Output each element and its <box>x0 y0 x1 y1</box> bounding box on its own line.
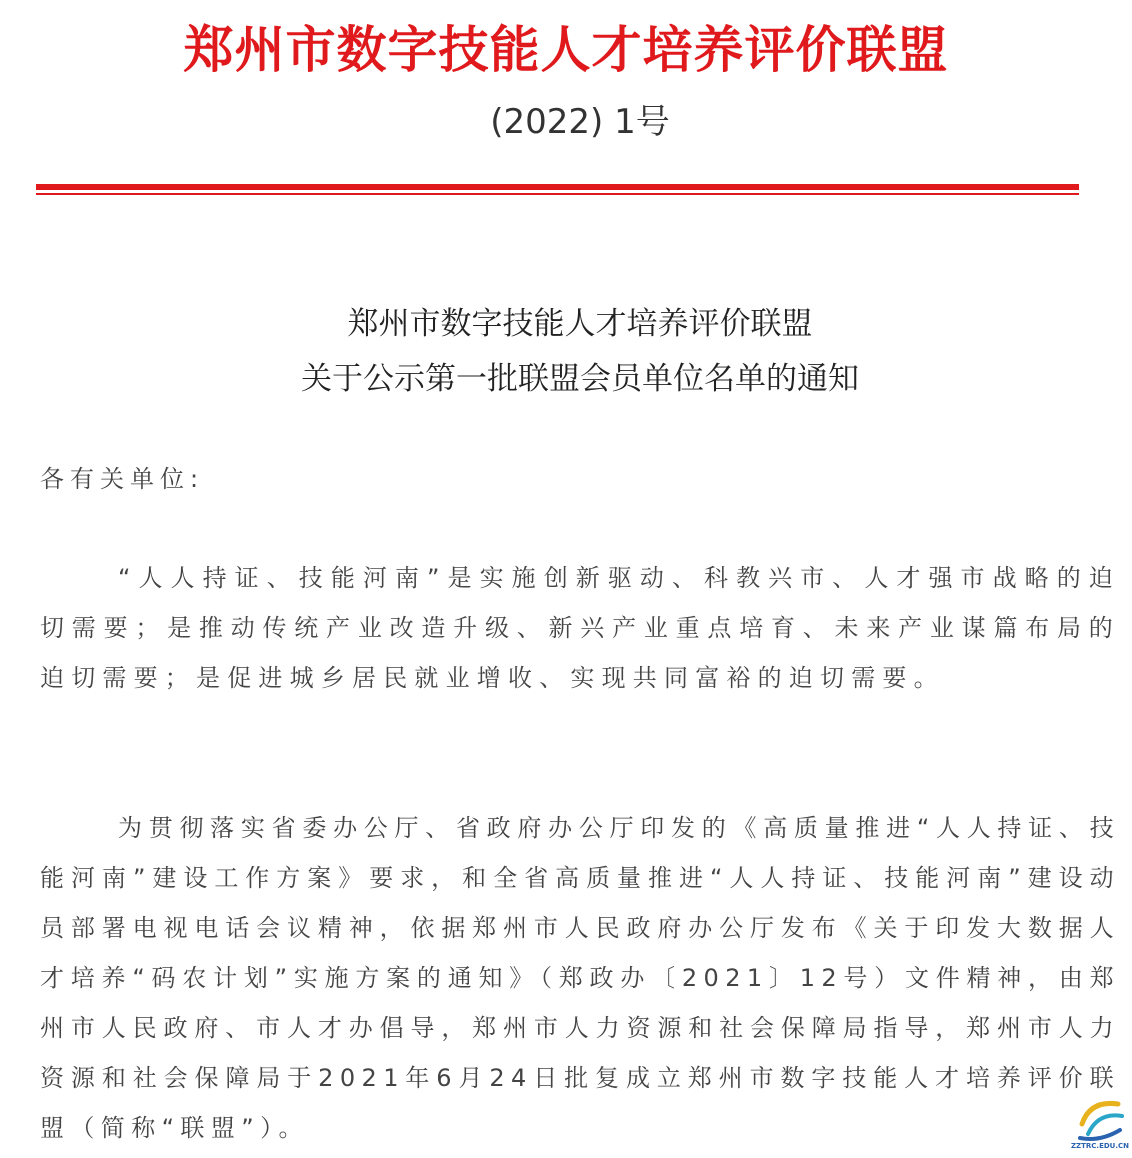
body-paragraph-2: 为贯彻落实省委办公厅、省政府办公厅印发的《高质量推进“人人持证、技能河南”建设工作方案》要求，和全省高质量推进“人人持证、技能河南”建设动员部署电视电话会议精神，依据郑州市人民政府办公厅发布《关于印发大数据人才培养“码农计划”实施方案的通知》（郑政办〔2021〕12号）文件精神，由郑州市人民政府、市人才办倡导，郑州市人力资源和社会保障局指导，郑州市人力资源和社会保障局于2021年6月24日批复成立郑州市数字技能人才培养评价联盟（简称“联盟”）。 <box>40 814 1120 1142</box>
salutation: 各有关单位: <box>40 465 205 493</box>
watermark-logo <box>1068 1094 1132 1158</box>
watermark-text: ZZTRC.EDU.CN <box>1070 1142 1130 1150</box>
document-number: (2022) 1号 <box>490 102 670 142</box>
header-rule-thick <box>36 184 1079 190</box>
notice-title-line-1: 郑州市数字技能人才培养评价联盟 <box>347 306 813 342</box>
body-paragraph-1: “人人持证、技能河南”是实施创新驱动、科教兴市、人才强市战略的迫切需要；是推动传统产业改造升级、新兴产业重点培育、未来产业谋篇布局的迫切需要；是促进城乡居民就业增收、实现共同富裕的迫切需要。 <box>40 564 1120 692</box>
masthead-title: 郑州市数字技能人才培养评价联盟 <box>183 20 949 79</box>
notice-title-line-2: 关于公示第一批联盟会员单位名单的通知 <box>301 361 859 397</box>
watermark-logo-icon <box>1068 1094 1132 1144</box>
header-rule-thin <box>36 193 1079 195</box>
